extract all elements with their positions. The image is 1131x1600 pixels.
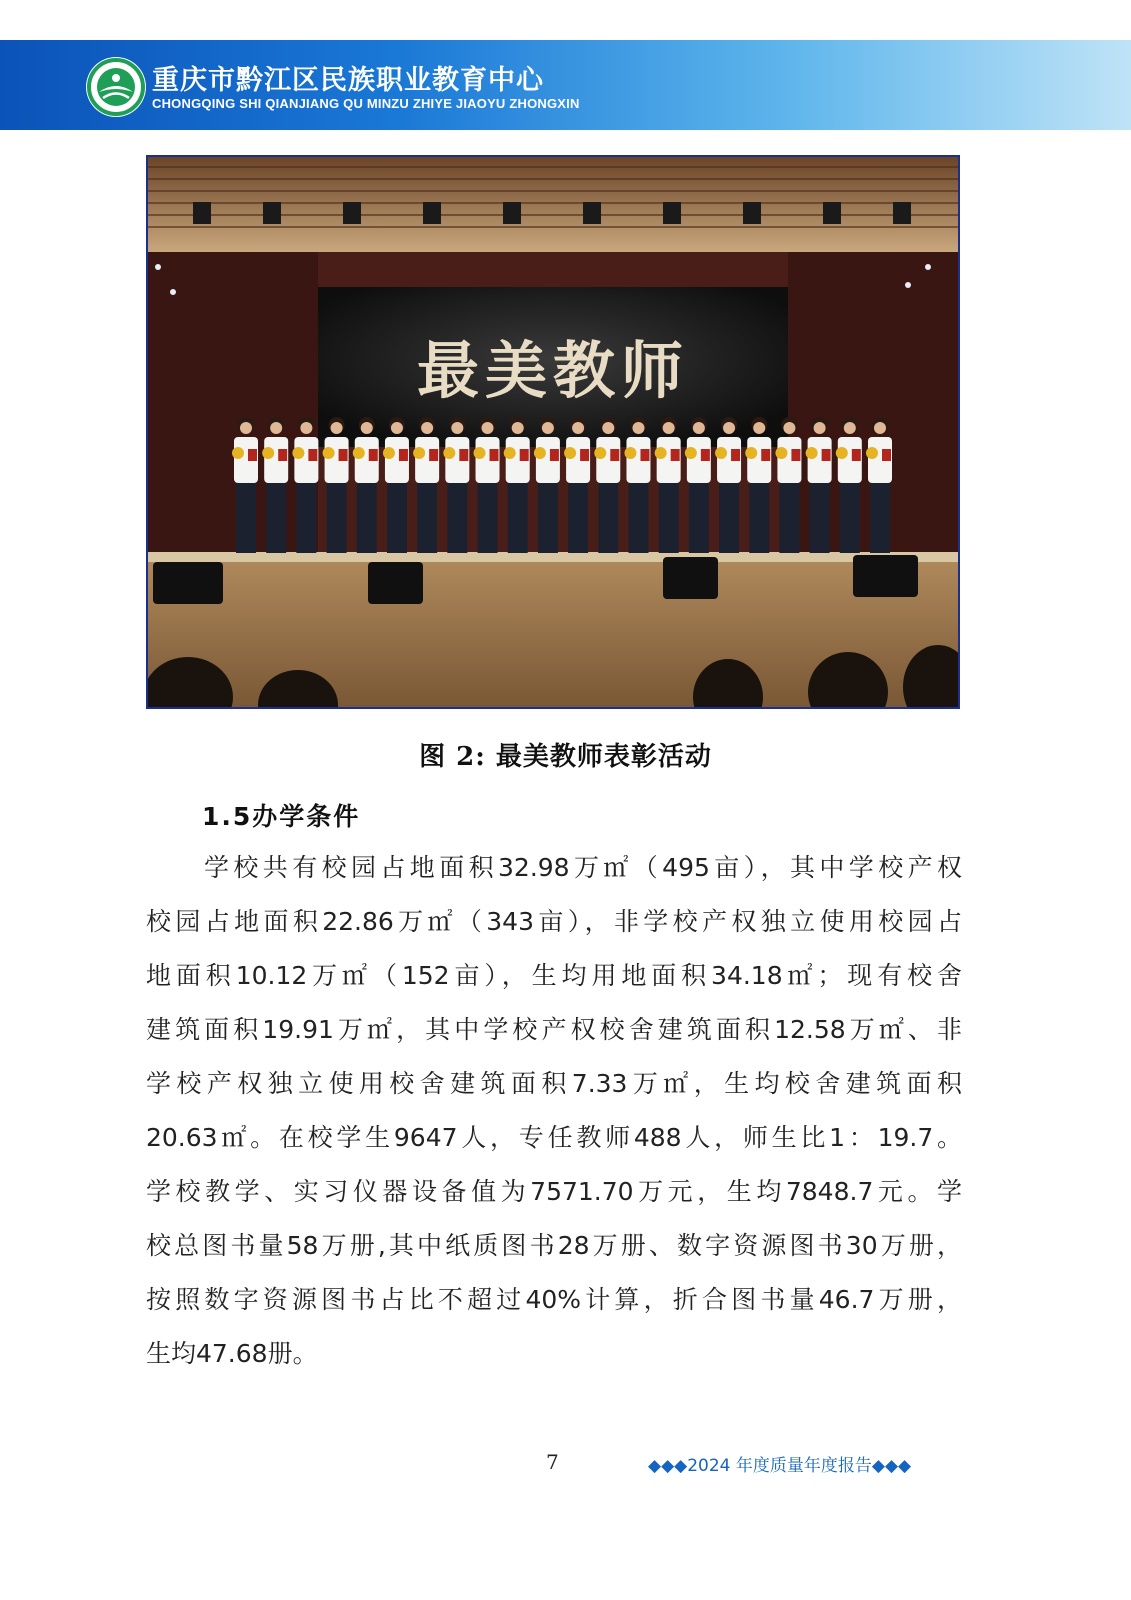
school-name-pinyin: CHONGQING SHI QIANJIANG QU MINZU ZHIYE JIAOYU ZHONGXIN <box>152 96 580 111</box>
body-line: 校总图书量58万册,其中纸质图书28万册、数字资源图书30万册， <box>146 1231 962 1260</box>
section-heading: 1.5办学条件 <box>202 802 361 831</box>
body-line: 学校教学、实习仪器设备值为7571.70万元，生均7848.7元。学 <box>146 1177 962 1206</box>
figure-caption: 图 2: 最美教师表彰活动 <box>419 742 712 772</box>
ceremony-photo <box>146 155 960 709</box>
body-line: 校园占地面积22.86万㎡（343亩），非学校产权独立使用校园占 <box>146 907 962 936</box>
body-line: 学校共有校园占地面积32.98万㎡（495亩），其中学校产权 <box>204 853 962 882</box>
body-line: 生均47.68册。 <box>146 1339 318 1368</box>
screen-title: 最美教师 <box>416 334 690 407</box>
body-line: 建筑面积19.91万㎡，其中学校产权校舍建筑面积12.58万㎡、非 <box>146 1015 962 1044</box>
body-line: 按照数字资源图书占比不超过40%计算，折合图书量46.7万册， <box>146 1285 962 1314</box>
body-line: 地面积10.12万㎡（152亩），生均用地面积34.18㎡；现有校舍 <box>146 961 962 990</box>
page-number: 7 <box>546 1450 559 1474</box>
school-emblem-icon <box>85 56 147 118</box>
school-name: 重庆市黔江区民族职业教育中心 <box>152 65 544 96</box>
body-line: 20.63㎡。在校学生9647人，专任教师488人，师生比1：19.7。 <box>146 1123 962 1152</box>
body-line: 学校产权独立使用校舍建筑面积7.33万㎡，生均校舍建筑面积 <box>146 1069 962 1098</box>
report-title: ◆◆◆2024 年度质量年度报告◆◆◆ <box>648 1456 912 1476</box>
